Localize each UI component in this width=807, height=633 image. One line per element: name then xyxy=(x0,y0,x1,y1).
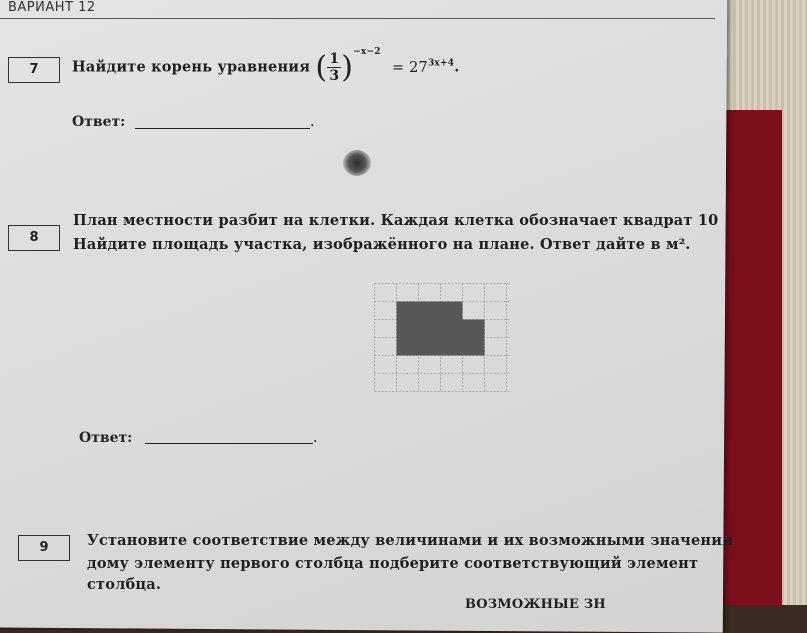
ink-stain xyxy=(343,150,371,176)
task-9-line-2: дому элементу первого столбца подберите соответствующий элемент xyxy=(87,555,699,572)
task-8-line-1: План местности разбит на клетки. Каждая клетка обозначает квадрат 10 xyxy=(73,212,719,229)
area-plan-grid xyxy=(374,283,511,395)
right-paren: ) xyxy=(341,50,354,85)
task-7-number: 7 xyxy=(8,57,60,83)
fraction-denominator: 3 xyxy=(329,68,340,84)
shaded-cell xyxy=(397,320,419,338)
shaded-cell xyxy=(441,302,463,320)
task-7-answer-field[interactable] xyxy=(135,128,310,129)
task-9-number: 9 xyxy=(18,535,70,561)
fraction-numerator: 1 xyxy=(329,51,340,67)
task-8-line-2: Найдите площадь участка, изображённого на плане. Ответ дайте в м². xyxy=(73,236,691,253)
shaded-cell xyxy=(463,338,485,356)
task-7-end: . xyxy=(454,58,460,76)
shaded-cell xyxy=(419,338,441,356)
variant-header: ВАРИАНТ 12 xyxy=(8,0,96,15)
exponent-1: −x−2 xyxy=(353,46,381,57)
shaded-cell xyxy=(441,320,463,338)
shaded-cell xyxy=(441,338,463,356)
shaded-cell xyxy=(419,302,441,320)
exponent-2: 3x+4 xyxy=(427,58,455,69)
fraction xyxy=(327,51,341,84)
task-8-answer-label: Ответ: xyxy=(79,430,133,446)
task-9-cut-heading: ВОЗМОЖНЫЕ ЗН xyxy=(465,597,606,612)
shaded-cell xyxy=(397,338,419,356)
shaded-cell xyxy=(419,320,441,338)
task-8-answer-field[interactable] xyxy=(145,443,313,444)
task-7-answer-label: Ответ: xyxy=(72,114,126,130)
task-7-question xyxy=(72,46,460,85)
task-7-answer-end: . xyxy=(310,114,315,130)
left-paren: ( xyxy=(315,50,328,85)
header-divider xyxy=(0,18,715,19)
shaded-cell xyxy=(397,302,419,320)
equals-27: = 27 xyxy=(391,59,428,76)
task-7-text: Найдите корень уравнения xyxy=(72,58,311,76)
shaded-cell xyxy=(463,320,485,338)
task-9-line-1: Установите соответствие между величинами и их возможными значения xyxy=(87,532,734,549)
task-8-answer-end: . xyxy=(313,430,318,446)
task-9-line-3: столбца. xyxy=(87,576,162,593)
task-8-number: 8 xyxy=(8,225,60,251)
